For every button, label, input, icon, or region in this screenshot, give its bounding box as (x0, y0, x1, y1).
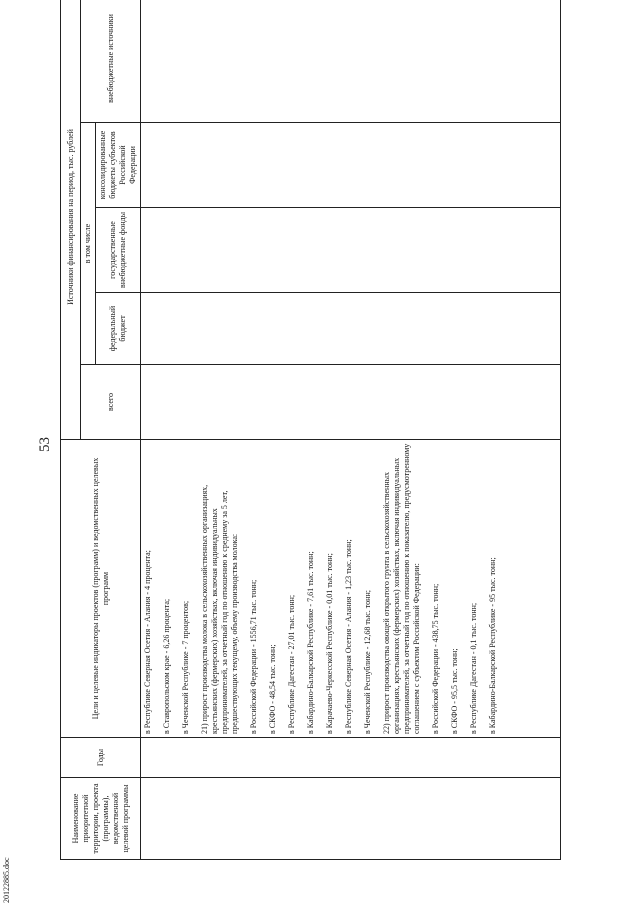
goal-item: 21) прирост производства молока в сельскохозяйственных организациях, крестьянских (фермерских) хозяйствах, включая индивидуальных предпринимателей, за отчетный год по отношению к среднему за 5 лет, предшествующих текущему, объему производства молока: (200, 484, 239, 734)
header-state-offbudget: государственные внебюджетные фонды (96, 208, 141, 293)
goal-item: в СКФО - 95,5 тыс. тонн; (450, 648, 459, 734)
goal-item: в Карачаево-Черкесской Республике - 0,01 тыс. тонн; (325, 553, 334, 734)
goal-item: в Кабардино-Балкарской Республике - 95 тыс. тонн; (488, 557, 497, 734)
header-goals: Цели и целевые индикаторы проектов (программ) и ведомственных целевых программ (61, 440, 141, 738)
page-number: 53 (37, 437, 53, 452)
cell-state-offbudget (141, 208, 561, 293)
cell-offbudget (141, 0, 561, 123)
header-offbudget: внебюджетные источники (81, 0, 141, 123)
footer-document-code: 20122885.doc (2, 857, 11, 903)
cell-consolidated (141, 123, 561, 208)
header-including: в том числе (81, 123, 96, 365)
goal-item: в Республике Северная Осетия - Алания - 1,23 тыс. тонн; (344, 539, 353, 734)
goal-item: в Российской Федерации - 438,75 тыс. тонн; (431, 583, 440, 734)
financing-table (60, 0, 561, 860)
cell-years (141, 738, 561, 778)
rotated-table-sheet (60, 0, 560, 860)
goal-item: 22) прирост производства овощей открытого грунта в сельскохозяйственных организациях, крестьянских (фермерских) хозяйствах, включая индивидуальных предпринимателей, за отчетный год по отношению к показателю, предусмотренному соглашением с субъектом Российской Федерации: (382, 443, 421, 734)
goal-item: в СКФО - 48,54 тыс. тонн; (268, 644, 277, 734)
goal-item: в Российской Федерации - 1556,71 тыс. тонн; (249, 579, 258, 734)
cell-federal (141, 293, 561, 365)
goal-item: в Республике Дагестан - 0,1 тыс. тонн; (469, 602, 478, 734)
header-funding: Источники финансирования на период, тыс. рублей (61, 0, 81, 440)
goal-item: в Ставропольском крае - 6,26 процента; (162, 598, 171, 734)
goal-item: в Республике Дагестан - 27,01 тыс. тонн; (287, 594, 296, 734)
cell-name (141, 778, 561, 860)
goal-item: в Чеченской Республике - 12,68 тыс. тонн; (363, 590, 372, 734)
header-name: Наименование приоритетной территории, проекта (программы), ведомственной целевой программы (61, 778, 141, 860)
goal-item: в Чеченской Республике - 7 процентов; (181, 600, 190, 734)
cell-total (141, 365, 561, 440)
header-years: Годы (61, 738, 141, 778)
header-federal: федеральный бюджет (96, 293, 141, 365)
goal-item: в Республике Северная Осетия - Алания - 4 процента; (143, 550, 152, 734)
goal-item: в Кабардино-Балкарской Республике - 7,61 тыс. тонн; (306, 551, 315, 734)
header-consolidated: консолидированные бюджеты субъектов Российской Федерации (96, 123, 141, 208)
header-total: всего (81, 365, 141, 440)
cell-goals (141, 440, 561, 738)
